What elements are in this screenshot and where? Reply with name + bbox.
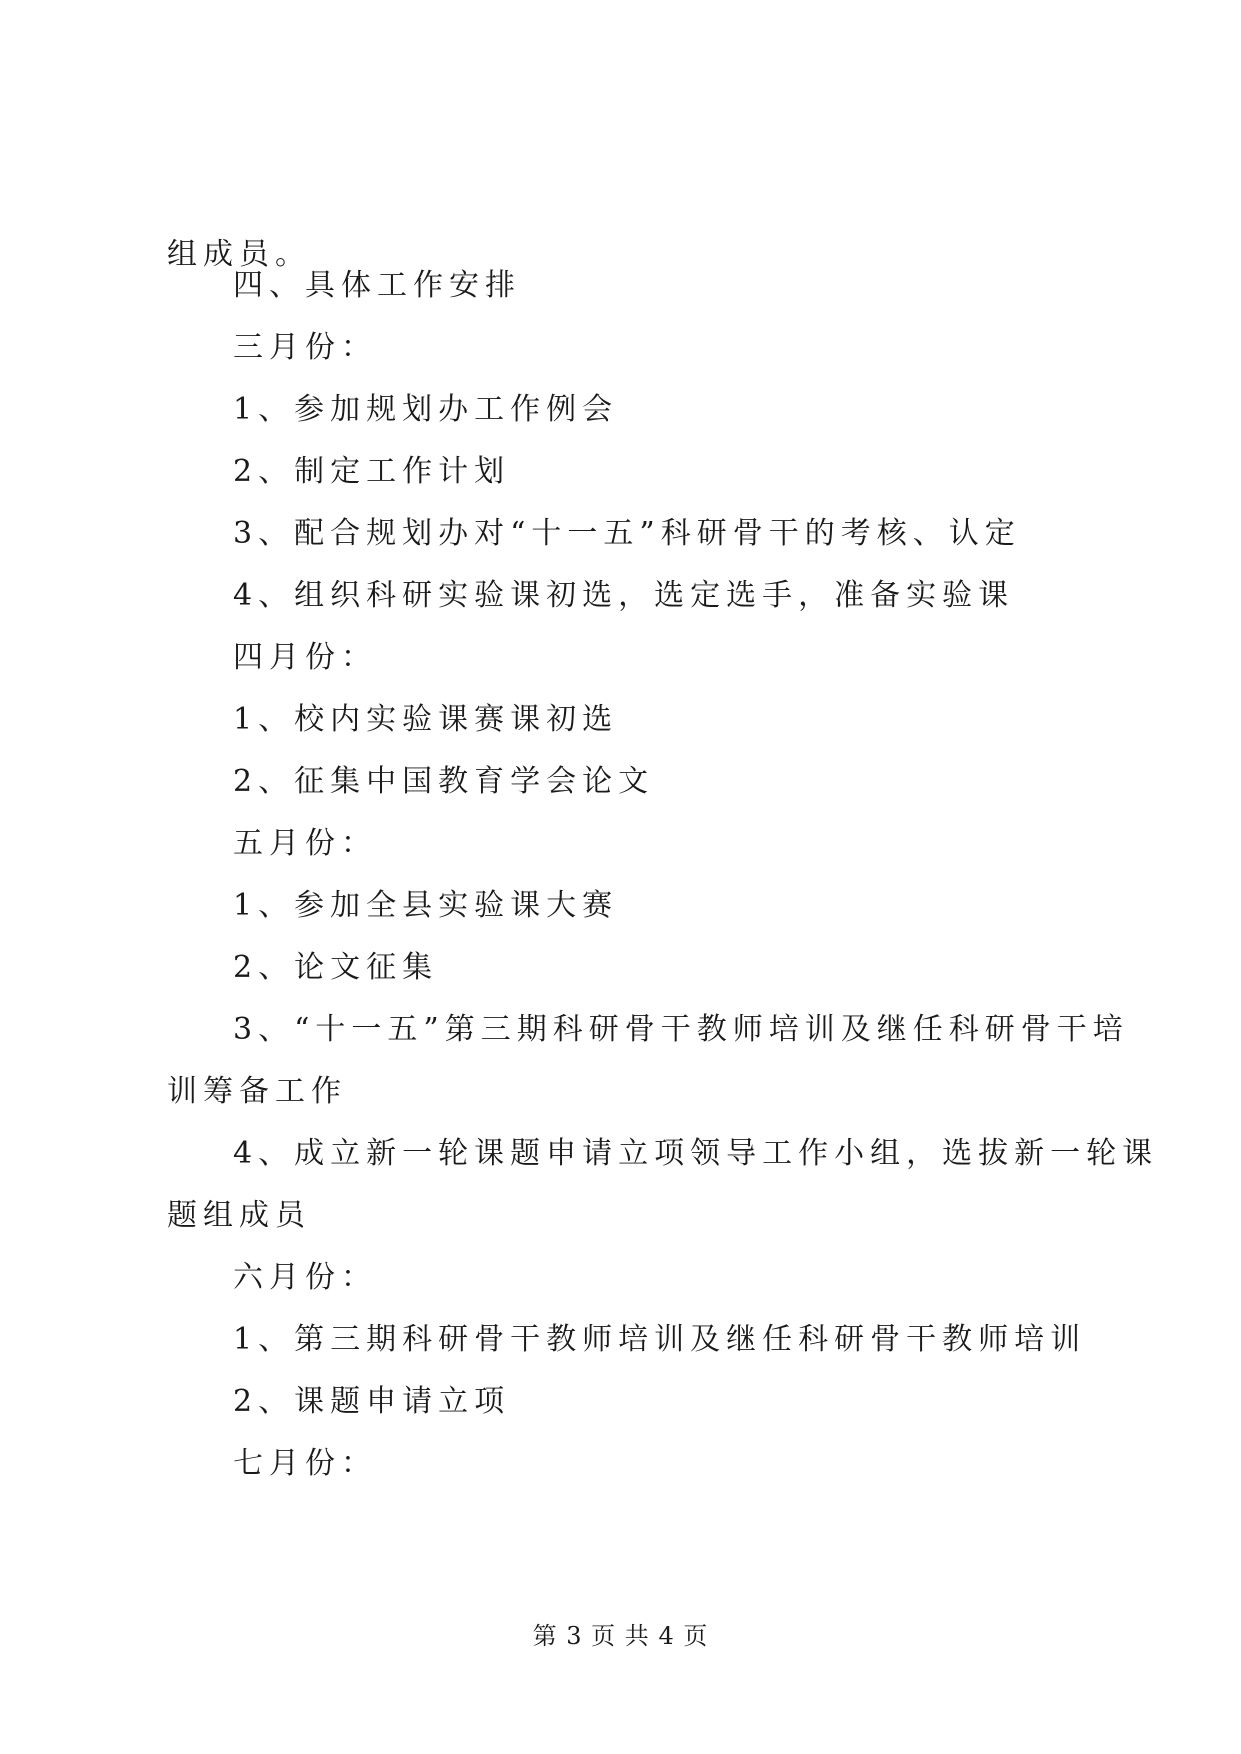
continuation-line: 组成员。 (167, 237, 311, 272)
list-item: 1、参加全县实验课大赛 (233, 888, 619, 923)
list-item: 2、课题申请立项 (233, 1384, 511, 1419)
page-number-footer (0, 1621, 1241, 1651)
list-item: 4、成立新一轮课题申请立项领导工作小组，选拔新一轮课 (233, 1136, 1159, 1171)
list-item: 4、组织科研实验课初选，选定选手，准备实验课 (233, 578, 1015, 613)
month-heading: 六月份： (233, 1260, 377, 1295)
list-item: 3、配合规划办对“十一五”科研骨干的考核、认定 (233, 516, 1021, 551)
month-heading: 三月份： (233, 330, 377, 365)
page-number-label: 第 3 页 共 4 页 (532, 1622, 709, 1650)
month-heading: 五月份： (233, 826, 377, 861)
month-heading: 四月份： (233, 640, 377, 675)
section-heading: 四、具体工作安排 (233, 268, 521, 303)
list-item: 2、征集中国教育学会论文 (233, 764, 655, 799)
list-item: 1、参加规划办工作例会 (233, 392, 619, 427)
list-item: 1、第三期科研骨干教师培训及继任科研骨干教师培训 (233, 1322, 1087, 1357)
list-item: 2、论文征集 (233, 950, 439, 985)
list-item: 2、制定工作计划 (233, 454, 511, 489)
list-item: 3、“十一五”第三期科研骨干教师培训及继任科研骨干培 (233, 1012, 1129, 1047)
list-item: 1、校内实验课赛课初选 (233, 702, 619, 737)
month-heading: 七月份： (233, 1446, 377, 1481)
list-item-continuation: 题组成员 (167, 1198, 311, 1233)
list-item-continuation: 训筹备工作 (167, 1074, 347, 1109)
